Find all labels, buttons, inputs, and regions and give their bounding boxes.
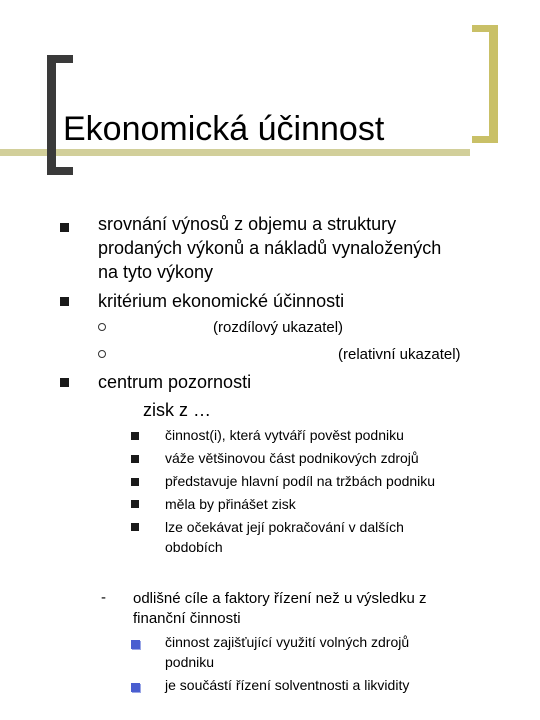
bullet-square xyxy=(131,500,139,508)
center-item-4: měla by přinášet zisk xyxy=(165,496,296,512)
financial-item-1-cont: podniku xyxy=(165,654,215,670)
ring-bullet-icon xyxy=(98,323,106,331)
bullet-square xyxy=(131,432,139,440)
bullet-square xyxy=(131,455,139,463)
dash-line-2: finanční činnosti xyxy=(133,610,241,627)
center-subheading: zisk z … xyxy=(143,400,212,420)
bullet-text-1 xyxy=(98,212,441,284)
blue-bullet-icon xyxy=(131,640,140,649)
center-item-3: představuje hlavní podíl na tržbách podniku xyxy=(165,473,436,489)
center-item-1: činnost(i), která vytváří pověst podniku xyxy=(165,427,404,443)
dash-marker: - xyxy=(101,589,106,606)
bullet-2-text: kritérium ekonomické účinnosti xyxy=(98,291,345,311)
center-item-5-cont: obdobích xyxy=(165,539,223,555)
dash-line-1: odlišné cíle a faktory řízení než u výsledku z xyxy=(133,590,427,607)
bullet-1-line-2: prodaných výkonů a nákladů vynaložených xyxy=(98,238,442,258)
sub-item-relative: (relativní ukazatel) xyxy=(338,346,461,363)
right-bracket-top xyxy=(472,25,498,32)
bullet-square xyxy=(131,523,139,531)
slide-title: Ekonomická účinnost xyxy=(63,110,385,148)
left-bracket-bottom xyxy=(47,167,73,175)
sub-item-difference: (rozdílový ukazatel) xyxy=(213,319,344,336)
bullet-1-line-1: srovnání výnosů z objemu a struktury xyxy=(98,214,397,234)
financial-item-2: je součástí řízení solventnosti a likvidity xyxy=(165,677,410,693)
bullet-square xyxy=(60,223,69,232)
bullet-square xyxy=(60,297,69,306)
left-bracket-top xyxy=(47,55,73,63)
dash-item-text xyxy=(133,589,426,629)
center-item-5: lze očekávat její pokračování v dalších xyxy=(165,519,404,535)
bullet-1-line-3: na tyto výkony xyxy=(98,262,214,282)
blue-bullet-icon xyxy=(131,683,140,692)
bullet-square xyxy=(131,478,139,486)
right-bracket-bottom xyxy=(472,136,498,143)
financial-item-1: činnost zajišťující využití volných zdrojů xyxy=(165,634,410,650)
bullet-square xyxy=(60,378,69,387)
left-bracket xyxy=(47,55,56,175)
center-heading: centrum pozornosti xyxy=(98,372,252,392)
right-bracket xyxy=(489,25,498,143)
center-item-2: váže většinovou část podnikových zdrojů xyxy=(165,450,419,466)
title-rule xyxy=(0,149,470,156)
ring-bullet-icon xyxy=(98,350,106,358)
